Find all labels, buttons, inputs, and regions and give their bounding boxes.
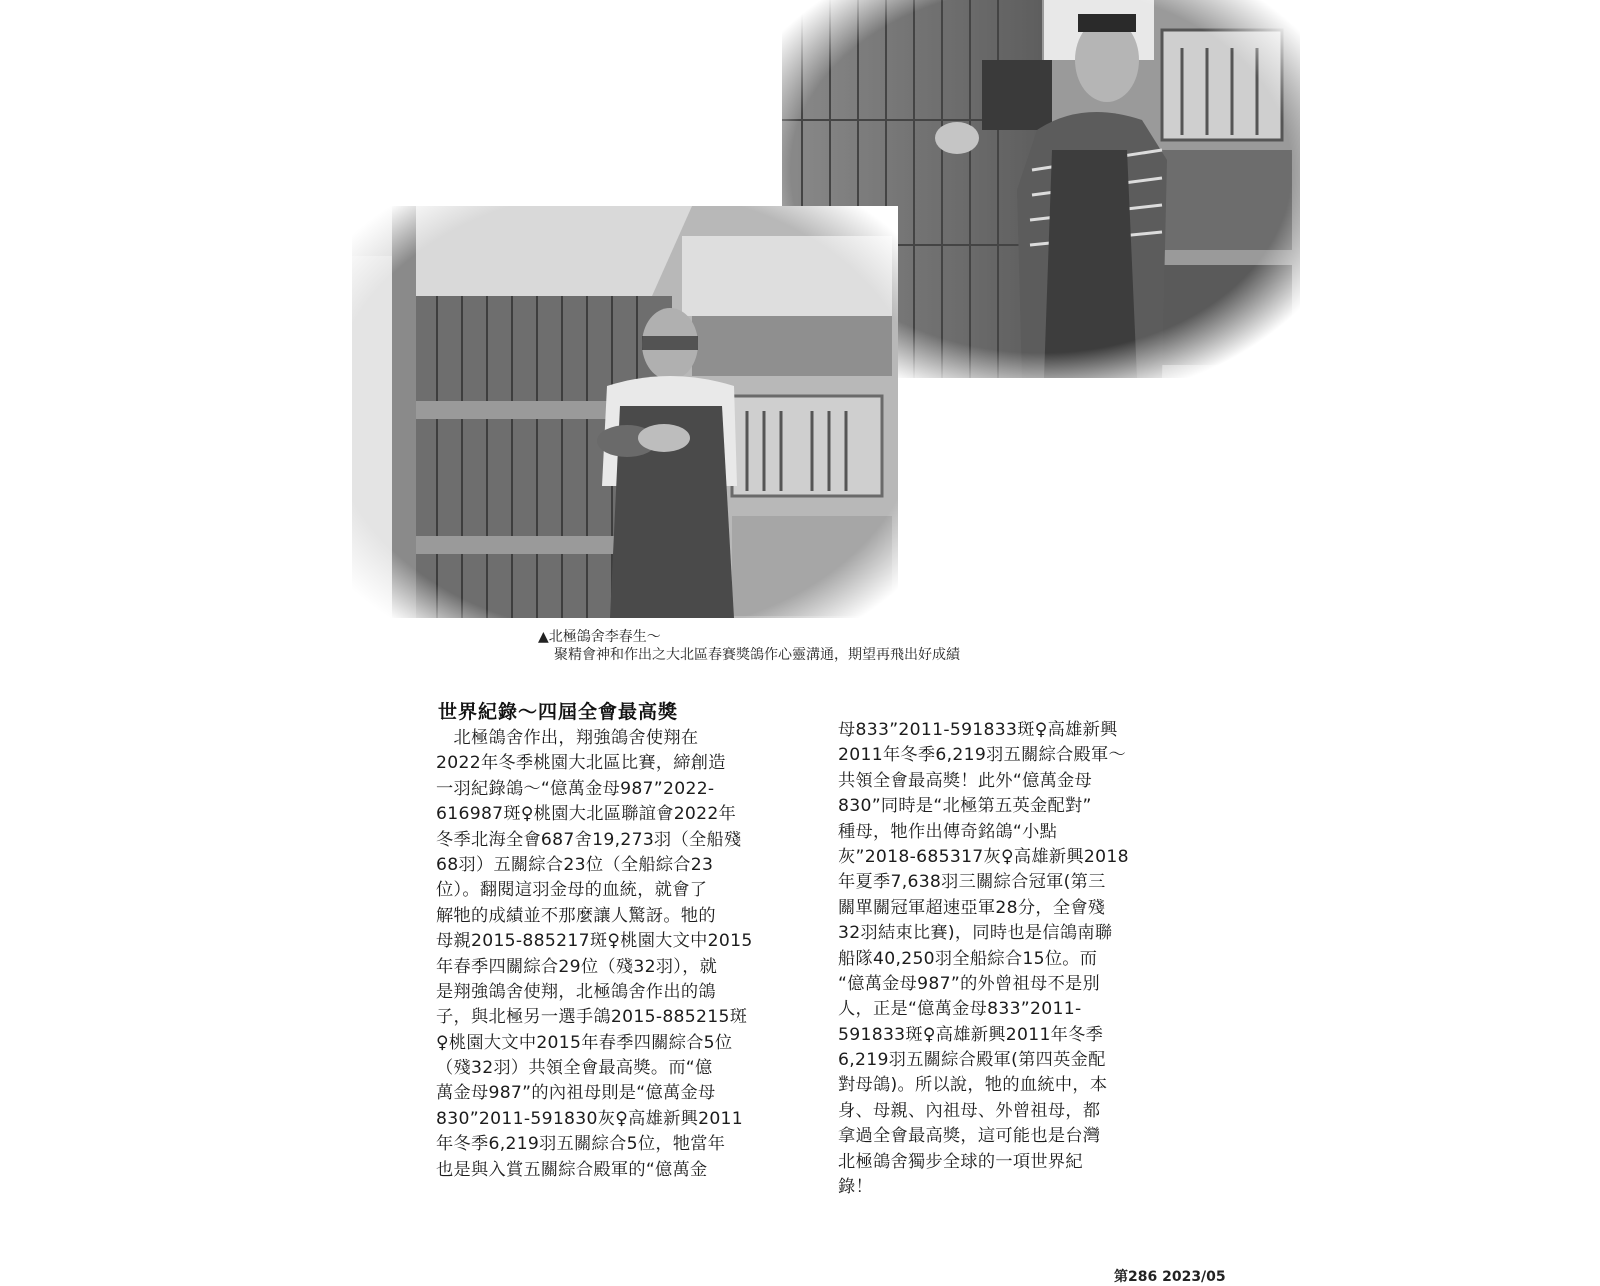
text-line: 2011年冬季6,219羽五關綜合殿軍～ xyxy=(838,745,1127,766)
text-line: ♀桃園大文中2015年春季四關綜合5位 xyxy=(436,1032,733,1053)
text-line: 身、母親、內祖母、外曾祖母，都 xyxy=(838,1100,1101,1121)
article-column-left xyxy=(436,726,796,1183)
text-line: 母833”2011-591833斑♀高雄新興 xyxy=(838,720,1118,740)
text-line: 68羽）五關綜合23位（全船綜合23 xyxy=(436,854,714,875)
article-heading: 世界紀錄～四屆全會最高獎 xyxy=(438,701,679,723)
text-line: 一羽紀錄鴿～“億萬金母987”2022- xyxy=(436,778,715,799)
text-line: 拿過全會最高獎，這可能也是台灣 xyxy=(838,1126,1101,1147)
caption-line-1: ▲北極鴿舍李春生～ xyxy=(538,629,661,645)
text-line: 830”同時是“北極第五英金配對” xyxy=(838,796,1092,817)
caption-line-2: 聚精會神和作出之大北區春賽獎鴿作心靈溝通，期望再飛出好成績 xyxy=(554,647,960,663)
text-line: 人，正是“億萬金母833”2011- xyxy=(838,999,1082,1020)
text-line: 解牠的成績並不那麼讓人驚訝。牠的 xyxy=(436,905,716,926)
text-line: （殘32羽）共領全會最高獎。而“億 xyxy=(436,1058,713,1079)
text-line: 北極鴿舍作出，翔強鴿舍使翔在 xyxy=(436,728,699,748)
text-line: 位）。翻閱這羽金母的血統，就會了 xyxy=(436,880,708,901)
text-line: 母親2015-885217斑♀桃園大文中2015 xyxy=(436,931,753,952)
text-line: 北極鴿舍獨步全球的一項世界紀 xyxy=(838,1151,1083,1172)
text-line: 2022年冬季桃園大北區比賽，締創造 xyxy=(436,753,726,774)
text-line: 子，與北極另一選手鴿2015-885215斑 xyxy=(436,1007,748,1028)
text-line: 是翔強鴿舍使翔，北極鴿舍作出的鴿 xyxy=(436,981,716,1002)
text-line: 關單關冠軍超速亞軍28分，全會殘 xyxy=(838,897,1106,918)
text-line: 萬金母987”的內祖母則是“億萬金母 xyxy=(436,1083,716,1104)
text-line: 種母，牠作出傳奇銘鴿“小點 xyxy=(838,821,1058,842)
text-line: 32羽結束比賽)，同時也是信鴿南聯 xyxy=(838,923,1113,944)
text-line: 6,219羽五關綜合殿軍(第四英金配 xyxy=(838,1050,1106,1071)
text-line: 灰”2018-685317灰♀高雄新興2018 xyxy=(838,846,1129,867)
photo-caption xyxy=(538,628,960,664)
text-line: 對母鴿)。所以說，牠的血統中，本 xyxy=(838,1075,1108,1096)
photo-man-holding-pigeon xyxy=(352,206,898,618)
text-line: 年冬季6,219羽五關綜合5位，牠當年 xyxy=(436,1134,726,1155)
text-line: 錄！ xyxy=(838,1177,873,1198)
text-line: 船隊40,250羽全船綜合15位。而 xyxy=(838,948,1098,969)
text-line: 也是與入賞五關綜合殿軍的“億萬金 xyxy=(436,1159,708,1180)
article-column-right xyxy=(838,718,1188,1200)
text-line: 年夏季7,638羽三關綜合冠軍(第三 xyxy=(838,872,1106,893)
text-line: 年春季四關綜合29位（殘32羽），就 xyxy=(436,956,718,977)
text-line: 591833斑♀高雄新興2011年冬季 xyxy=(838,1024,1104,1045)
text-line: 共領全會最高獎！此外“億萬金母 xyxy=(838,770,1093,791)
text-line: 830”2011-591830灰♀高雄新興2011 xyxy=(436,1108,744,1129)
text-line: 616987斑♀桃園大北區聯誼會2022年 xyxy=(436,804,737,825)
text-line: “億萬金母987”的外曾祖母不是別 xyxy=(838,973,1100,994)
page-folio: 第286 2023/05 xyxy=(1114,1269,1226,1285)
text-line: 冬季北海全會687舍19,273羽（全船殘 xyxy=(436,829,742,850)
